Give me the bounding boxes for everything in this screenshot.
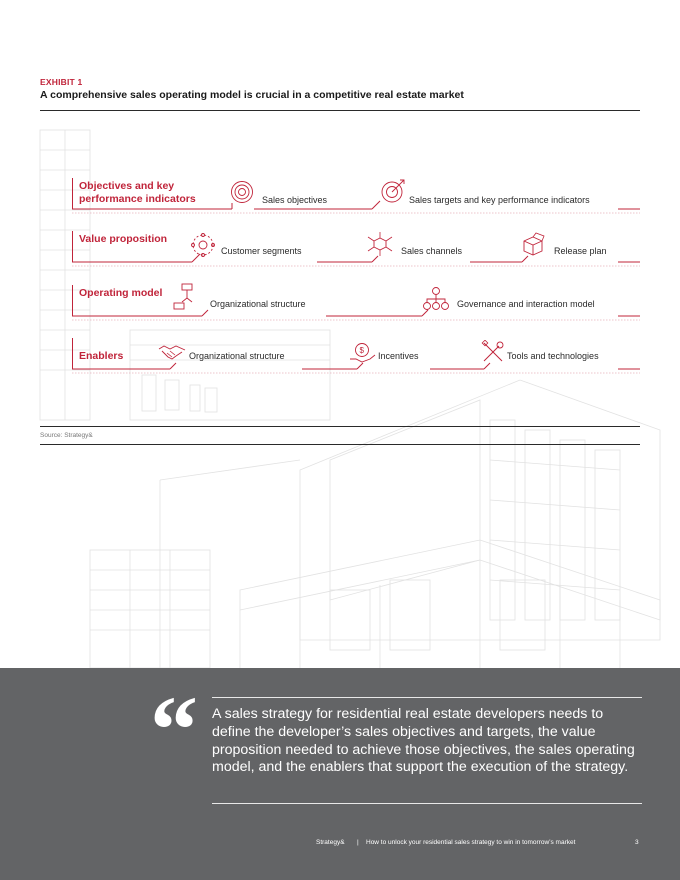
exhibit-title: A comprehensive sales operating model is crucial in a competitive real estate market [40, 89, 464, 101]
item-release-plan: Release plan [554, 246, 607, 256]
footer-brand: Strategy& [316, 839, 345, 846]
source-divider-bottom [40, 444, 640, 445]
quote-rule-bottom [212, 803, 642, 804]
svg-text:$: $ [359, 346, 364, 355]
box-icon [520, 231, 546, 257]
row-value-proposition [72, 228, 640, 268]
item-organizational-structure-enabler: Organizational structure [189, 351, 285, 361]
exhibit-label: EXHIBIT 1 [40, 77, 83, 87]
hierarchy-icon [422, 286, 450, 312]
quote-mark-icon: “ [150, 676, 198, 783]
page-number: 3 [635, 839, 639, 846]
handshake-icon [158, 343, 186, 363]
row-label-operating-model: Operating model [79, 287, 163, 299]
item-organizational-structure: Organizational structure [210, 299, 306, 309]
row-enablers [72, 335, 640, 375]
row-label-enablers: Enablers [79, 350, 124, 362]
channels-icon [366, 230, 394, 258]
tools-icon [481, 340, 505, 364]
item-sales-channels: Sales channels [401, 246, 463, 256]
money-hand-icon [348, 341, 376, 365]
quote-rule-top [212, 697, 642, 698]
footer-title: How to unlock your residential sales strategy to win in tomorrow’s market [366, 839, 576, 846]
row-label-value-proposition: Value proposition [79, 233, 168, 245]
row-operating-model [72, 282, 640, 322]
row-objectives [72, 175, 640, 215]
segments-icon [190, 232, 216, 258]
item-customer-segments: Customer segments [221, 246, 302, 256]
org-chart-icon [172, 282, 202, 312]
dart-target-icon [380, 178, 406, 204]
pull-quote-text: A sales strategy for residential real estate developers needs to define the developer’s sales objectives and targets, the value proposition needed to achieve those objectives, the sales operating model, and the enablers that support the execution of the strategy. [212, 706, 635, 776]
source-note: Source: Strategy& [40, 432, 93, 439]
row-label-objectives: Objectives and key performance indicators [79, 180, 196, 205]
footer-separator: | [357, 839, 359, 846]
item-tools-technologies: Tools and technologies [507, 351, 599, 361]
target-icon [230, 180, 254, 204]
title-divider [40, 110, 640, 111]
source-divider-top [40, 426, 640, 427]
item-governance-interaction: Governance and interaction model [457, 299, 595, 309]
item-incentives: Incentives [378, 351, 419, 361]
item-sales-objectives: Sales objectives [262, 195, 328, 205]
item-sales-targets-kpis: Sales targets and key performance indicators [409, 195, 590, 205]
